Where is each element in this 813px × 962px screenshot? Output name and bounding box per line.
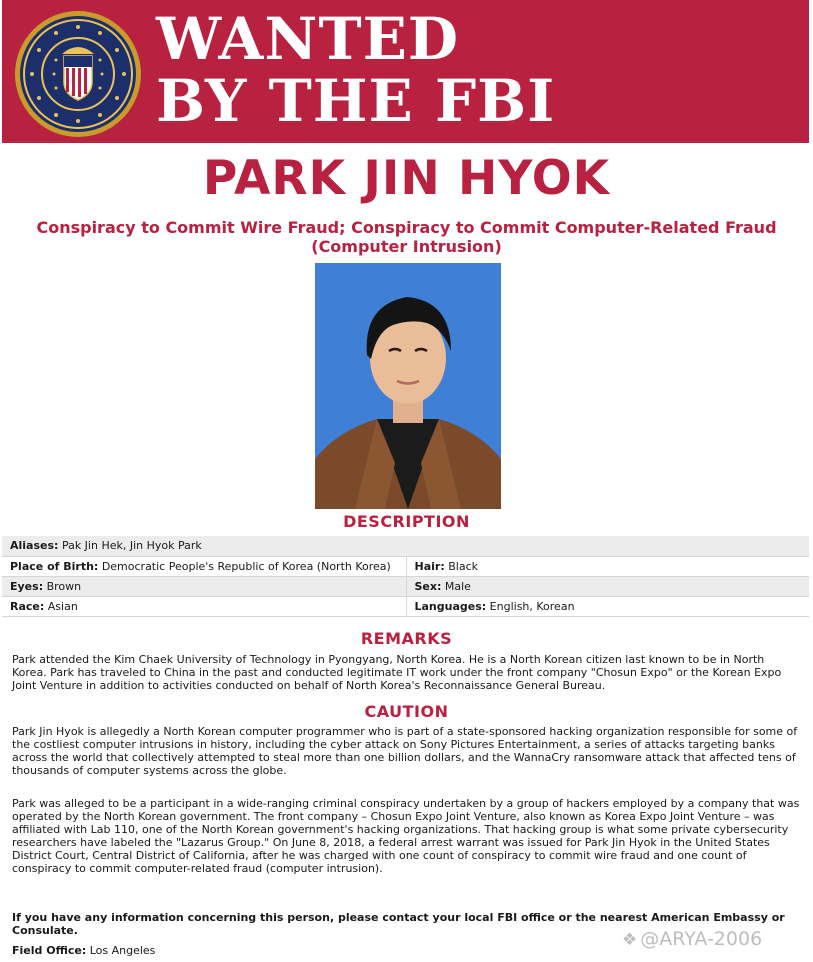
aliases-value: Pak Jin Hek, Jin Hyok Park (61, 539, 202, 553)
remarks-text: Park attended the Kim Chaek University of Technology in Pyongyang, North Korea. He is a North Korean citizen last known to be in North Korea. Park has traveled to China in the past and conducted legitimate IT work under the front company "Chosun Expo" or the Korean Expo Joint Venture in addition to activities conducted on behalf of North Korea's Reconnaissance General Bureau. (12, 653, 782, 692)
hair-value: Black (448, 559, 478, 573)
wanted-banner (2, 0, 809, 143)
race-label: Race: (10, 599, 45, 613)
aliases-label: Aliases: (10, 539, 59, 553)
caution-paragraph-2: Park was alleged to be a participant in a wide-ranging criminal conspiracy undertaken by a group of hackers employed by a company that was operated by the North Korean government. The front company – Chosun Expo Joint Venture, also known as Korea Expo Joint Venture – was affiliated with Lab 110, one of the North Korean government's hacking organizations. That hacking group is what some private cybersecurity researchers have labeled the "Lazarus Group." On June 8, 2018, a federal arrest warrant was issued for Park Jin Hyok in the United States District Court, Central District of California, after he was charged with one count of conspiracy to commit wire fraud and one count of conspiracy to commit computer-related fraud (computer intrusion). (12, 797, 800, 875)
subject-charges: Conspiracy to Commit Wire Fraud; Conspiracy to Commit Computer-Related Fraud (Computer Intrusion) (36, 218, 777, 256)
watermark-text: @ARYA-2006 (640, 928, 763, 950)
hair-cell (406, 556, 809, 576)
languages-label: Languages: (414, 599, 487, 613)
eyes-label: Eyes: (10, 579, 44, 593)
watermark-logo-icon: ❖ (622, 930, 638, 950)
remarks-heading: REMARKS (360, 629, 453, 648)
subject-photo (315, 263, 501, 509)
languages-cell (406, 596, 809, 616)
sex-value: Male (444, 579, 471, 593)
caution-paragraph-1: Park Jin Hyok is allegedly a North Korean computer programmer who is part of a state-sponsored hacking organization responsible for some of the costliest computer intrusions in history, including the cyber attack on Sony Pictures Entertainment, a series of attacks targeting banks across the world that collectively attempted to steal more than one billion dollars, and the WannaCry ransomware attack that affected tens of thousands of computer systems across the globe. (12, 725, 798, 777)
eyes-cell (2, 576, 406, 596)
caution-heading: CAUTION (364, 702, 449, 721)
portrait-image (315, 263, 501, 509)
sex-label: Sex: (414, 579, 442, 593)
fbi-seal-icon (14, 10, 142, 138)
table-row (2, 596, 809, 616)
race-cell (2, 596, 406, 616)
field-office (12, 944, 155, 957)
banner-title-line2: BY THE FBI (156, 67, 556, 135)
field-office-value: Los Angeles (89, 944, 156, 957)
subject-name: PARK JIN HYOK (202, 151, 611, 206)
table-row (2, 536, 809, 556)
place-of-birth-value: Democratic People's Republic of Korea (North Korea) (101, 559, 391, 573)
eyes-value: Brown (46, 579, 82, 593)
description-heading: DESCRIPTION (343, 512, 470, 531)
field-office-label: Field Office: (12, 944, 87, 957)
sex-cell (406, 576, 809, 596)
place-of-birth-label: Place of Birth: (10, 559, 99, 573)
race-value: Asian (47, 599, 78, 613)
banner-title (156, 5, 556, 135)
banner-title-line1: WANTED (156, 5, 460, 73)
watermark (622, 928, 762, 950)
aliases-cell (2, 536, 809, 556)
description-table (2, 536, 809, 617)
table-row (2, 556, 809, 576)
languages-value: English, Korean (489, 599, 575, 613)
hair-label: Hair: (414, 559, 445, 573)
place-of-birth-cell (2, 556, 406, 576)
table-row (2, 576, 809, 596)
contact-text: If you have any information concerning this person, please contact your local FBI office or the nearest American Embassy or Consulate. (12, 911, 785, 937)
